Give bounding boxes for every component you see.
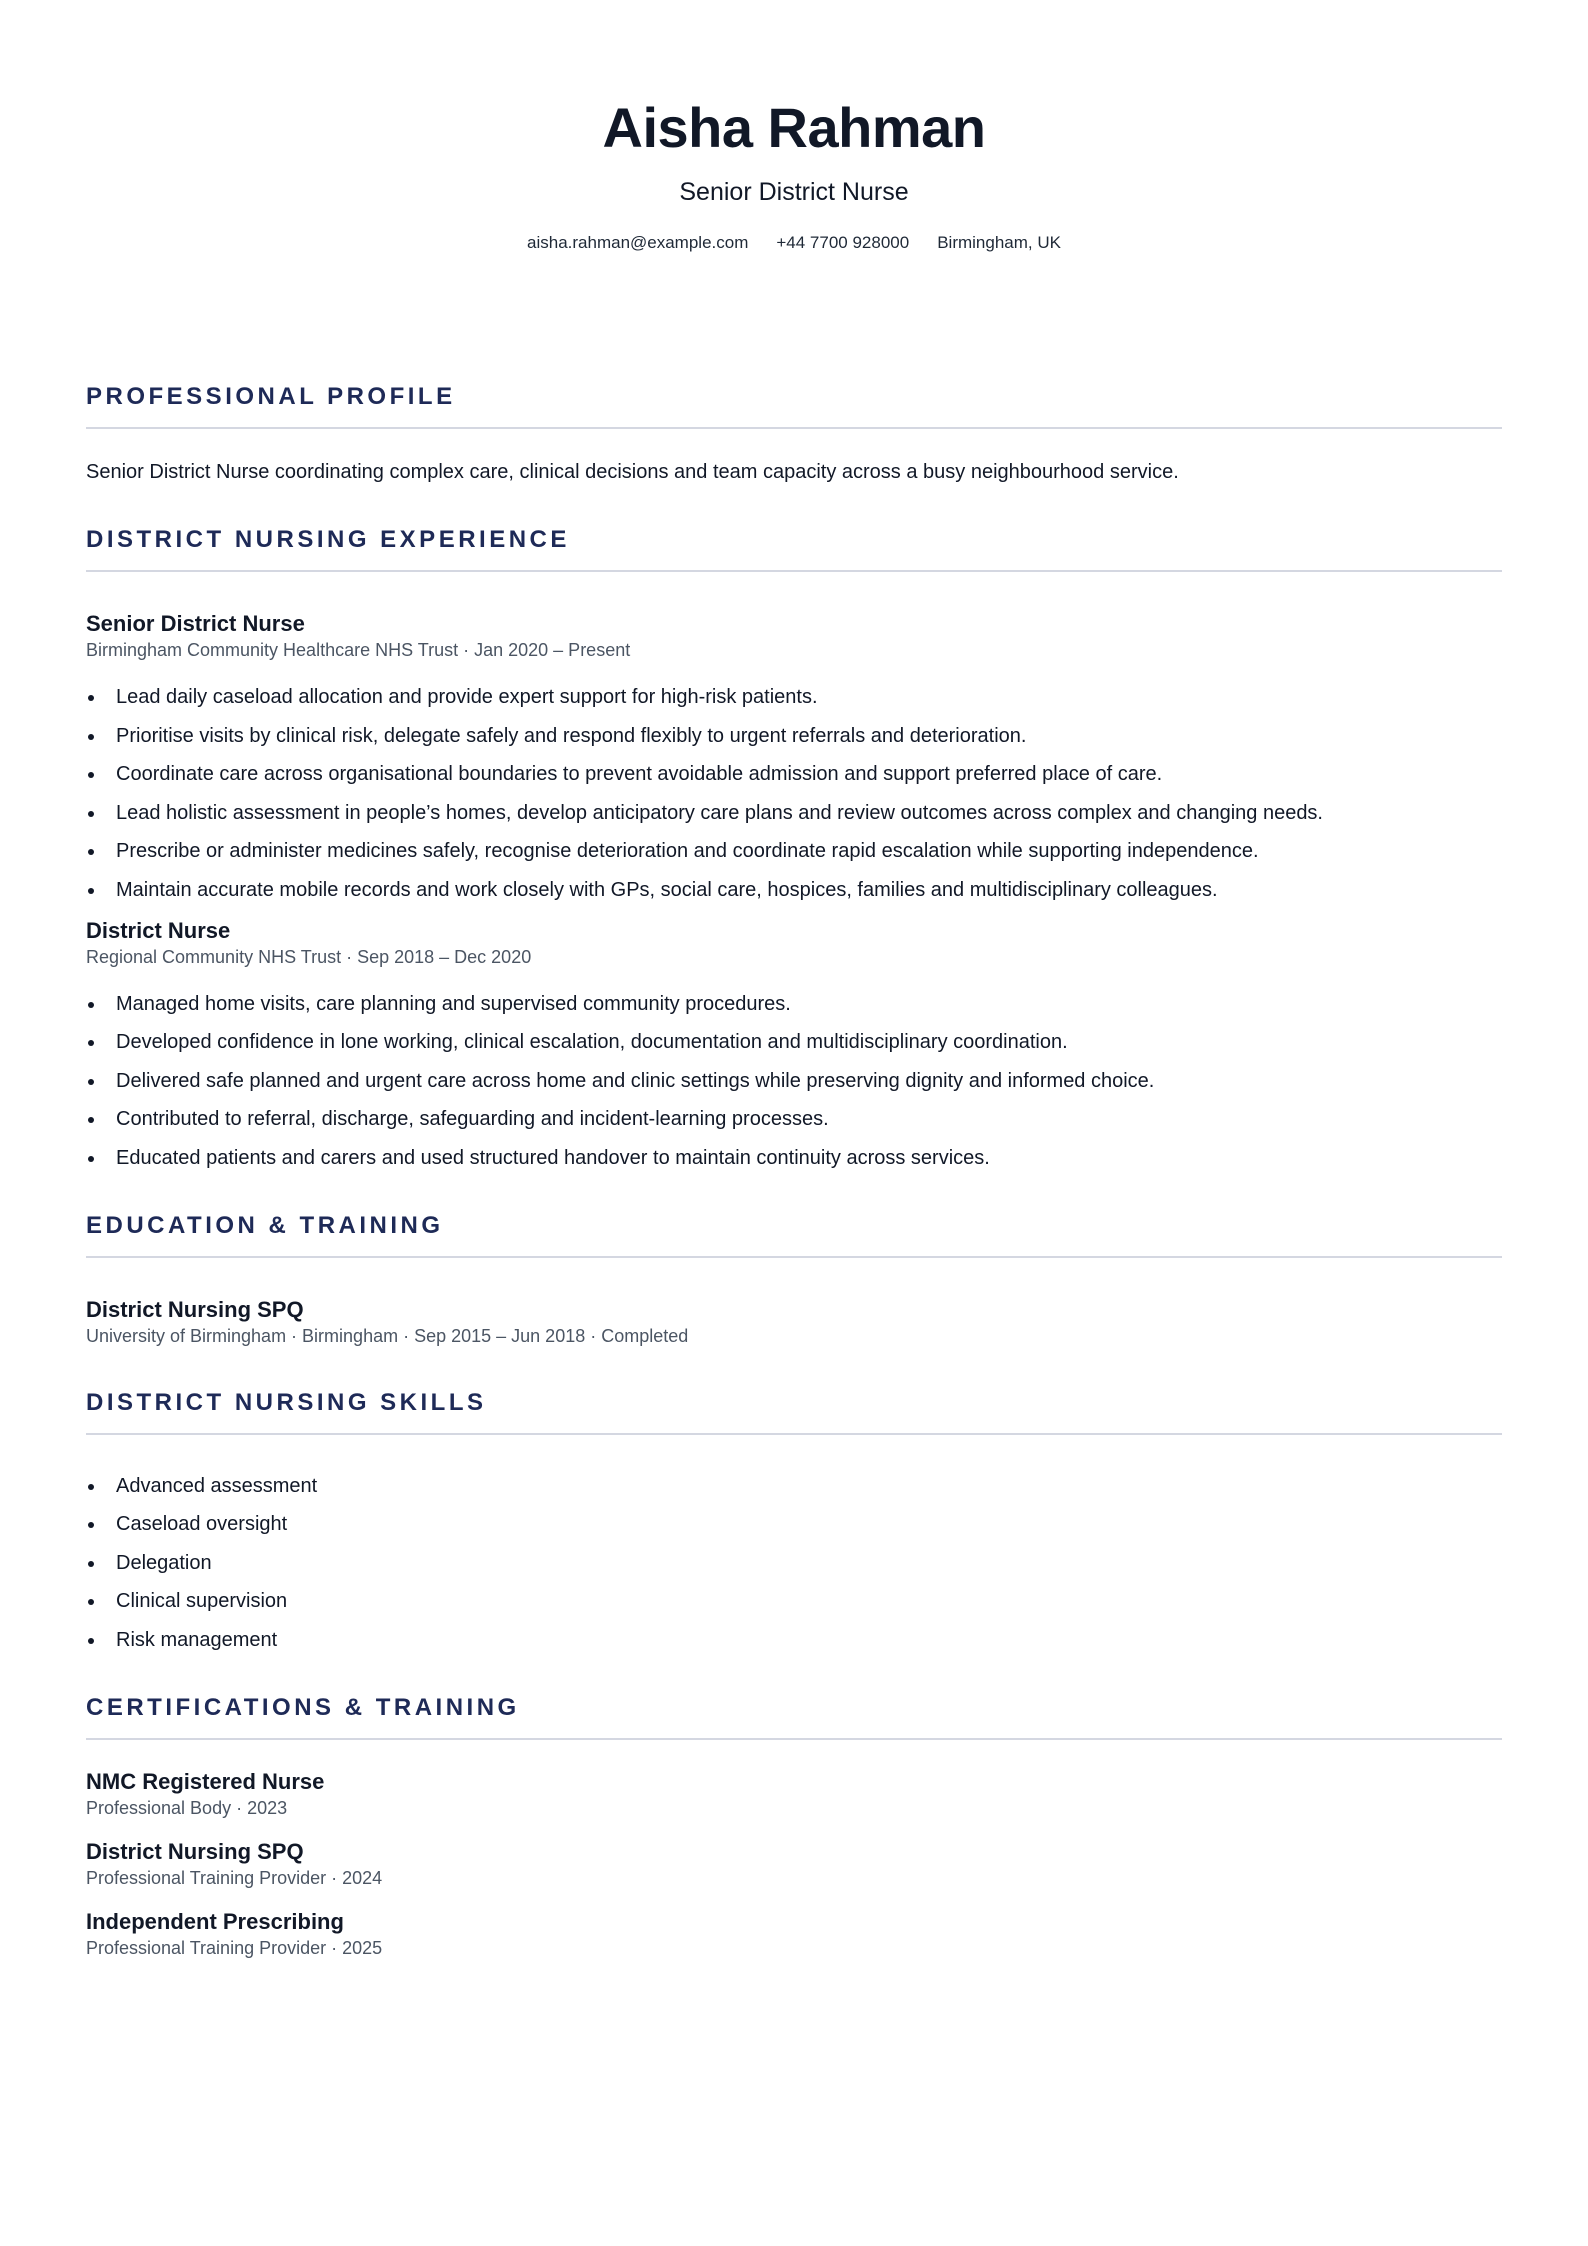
certification-entry bbox=[86, 1838, 1502, 1890]
section-divider bbox=[86, 1738, 1502, 1740]
job-title: District Nurse bbox=[86, 917, 231, 943]
contact-line bbox=[86, 232, 1502, 254]
job-bullets bbox=[86, 991, 1502, 1171]
section-title-experience: DISTRICT NURSING EXPERIENCE bbox=[86, 526, 570, 553]
job-meta: Birmingham Community Healthcare NHS Trust · Jan 2020 – Present bbox=[86, 640, 631, 660]
experience-section bbox=[86, 525, 1502, 1171]
certification-name: District Nursing SPQ bbox=[86, 1838, 304, 1864]
certification-entry bbox=[86, 1768, 1502, 1820]
skill-item: Clinical supervision bbox=[86, 1588, 1502, 1614]
education-meta: University of Birmingham · Birmingham · Sep 2015 – Jun 2018 · Completed bbox=[86, 1325, 689, 1346]
job-bullet: Prescribe or administer medicines safely, recognise deterioration and coordinate rapid escalation while supporting independence. bbox=[86, 838, 1502, 864]
skills-list bbox=[86, 1473, 1502, 1653]
profile-section bbox=[86, 382, 1502, 485]
section-divider bbox=[86, 1433, 1502, 1435]
job-bullet: Coordinate care across organisational boundaries to prevent avoidable admission and support preferred place of care. bbox=[86, 761, 1502, 787]
education-qualification: District Nursing SPQ bbox=[86, 1296, 304, 1322]
job-bullet: Maintain accurate mobile records and work closely with GPs, social care, hospices, families and multidisciplinary colleagues. bbox=[86, 877, 1502, 903]
education-entry bbox=[86, 1296, 1502, 1348]
job-bullet: Developed confidence in lone working, clinical escalation, documentation and multidisciplinary coordination. bbox=[86, 1029, 1502, 1055]
section-divider bbox=[86, 570, 1502, 572]
skill-item: Advanced assessment bbox=[86, 1473, 1502, 1499]
certification-meta: Professional Training Provider · 2024 bbox=[86, 1867, 383, 1888]
job-meta: Regional Community NHS Trust · Sep 2018 – Dec 2020 bbox=[86, 946, 532, 967]
job-bullet: Delivered safe planned and urgent care across home and clinic settings while preserving dignity and informed choice. bbox=[86, 1068, 1502, 1094]
profile-summary: Senior District Nurse coordinating complex care, clinical decisions and team capacity across a busy neighbourhood service. bbox=[86, 461, 1179, 483]
job-title: Senior District Nurse bbox=[86, 611, 305, 636]
skills-section bbox=[86, 1388, 1502, 1653]
job-bullet: Lead daily caseload allocation and provide expert support for high-risk patients. bbox=[86, 684, 1502, 710]
job-bullet: Managed home visits, care planning and supervised community procedures. bbox=[86, 991, 1502, 1017]
job-bullet: Prioritise visits by clinical risk, delegate safely and respond flexibly to urgent referrals and deterioration. bbox=[86, 723, 1502, 749]
job-bullet: Lead holistic assessment in people’s homes, develop anticipatory care plans and review outcomes across complex and changing needs. bbox=[86, 800, 1502, 826]
certification-name: Independent Prescribing bbox=[86, 1908, 344, 1934]
section-title-profile: PROFESSIONAL PROFILE bbox=[86, 383, 456, 410]
job-entry bbox=[86, 610, 1502, 903]
candidate-name: Aisha Rahman bbox=[602, 96, 986, 159]
skill-item: Caseload oversight bbox=[86, 1511, 1502, 1537]
certification-name: NMC Registered Nurse bbox=[86, 1768, 325, 1794]
section-divider bbox=[86, 1256, 1502, 1258]
job-entry bbox=[86, 917, 1502, 1171]
section-title-skills: DISTRICT NURSING SKILLS bbox=[86, 1388, 487, 1416]
contact-email: aisha.rahman@example.com bbox=[527, 233, 749, 252]
job-bullet: Contributed to referral, discharge, safeguarding and incident-learning processes. bbox=[86, 1106, 1502, 1132]
contact-location: Birmingham, UK bbox=[937, 233, 1061, 252]
certification-meta: Professional Training Provider · 2025 bbox=[86, 1937, 383, 1958]
job-bullet: Educated patients and carers and used structured handover to maintain continuity across services. bbox=[86, 1145, 1502, 1171]
certification-entry bbox=[86, 1908, 1502, 1960]
skill-item: Risk management bbox=[86, 1627, 1502, 1653]
candidate-headline: Senior District Nurse bbox=[679, 178, 909, 206]
certifications-section bbox=[86, 1693, 1502, 1960]
job-bullets bbox=[86, 684, 1502, 903]
certification-meta: Professional Body · 2023 bbox=[86, 1797, 288, 1818]
section-divider bbox=[86, 427, 1502, 429]
section-title-education: EDUCATION & TRAINING bbox=[86, 1211, 444, 1239]
skill-item: Delegation bbox=[86, 1550, 1502, 1576]
education-section bbox=[86, 1211, 1502, 1348]
resume-header bbox=[86, 0, 1502, 254]
section-title-certifications: CERTIFICATIONS & TRAINING bbox=[86, 1693, 520, 1721]
contact-phone: +44 7700 928000 bbox=[776, 233, 910, 252]
